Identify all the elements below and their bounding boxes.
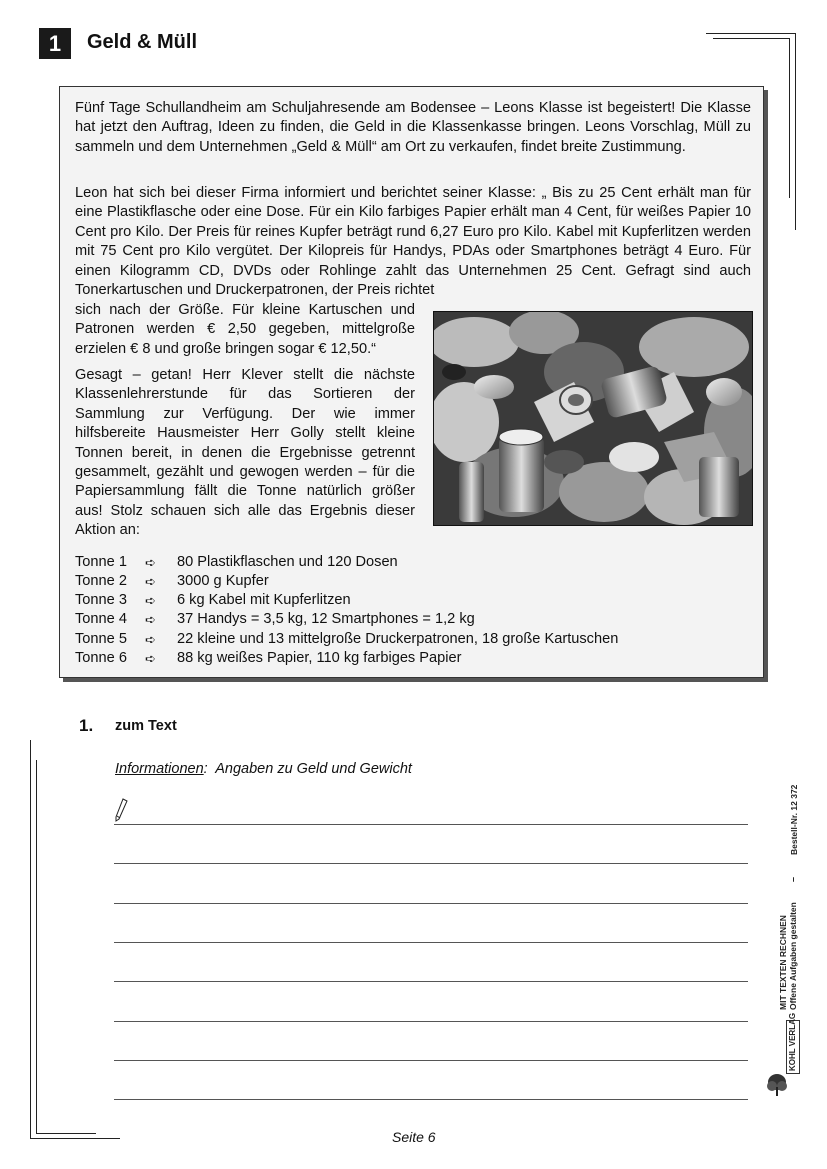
- story-paragraph-1: Fünf Tage Schullandheim am Schuljahresende am Bodensee – Leons Klasse ist begeistert! Die Klasse hat jetzt den Auftrag, Ideen zu finden, die Geld in die Klassenkasse bringen. Leons Vorschlag, Müll zu sammeln und dem Unternehmen „Geld & Müll“ am Ort zu verkaufen, findet breite Zustimmung.: [75, 100, 751, 155]
- series-title: [778, 850, 798, 1010]
- writing-line[interactable]: [114, 1021, 748, 1022]
- arrow-right-icon: ➪: [145, 632, 156, 647]
- tonne-label: Tonne 4: [75, 611, 127, 627]
- writing-line[interactable]: [114, 1099, 748, 1100]
- series-line-1: MIT TEXTEN RECHNEN: [778, 915, 788, 1010]
- tonne-content: 3000 g Kupfer: [177, 573, 269, 589]
- task-number: 1.: [79, 716, 94, 735]
- tonne-content: 88 kg weißes Papier, 110 kg farbiges Papier: [177, 650, 462, 666]
- writing-line[interactable]: [114, 863, 748, 864]
- chapter-number-badge: 1: [39, 28, 71, 59]
- tonne-content: 37 Handys = 3,5 kg, 12 Smartphones = 1,2 kg: [177, 611, 475, 627]
- corner-line: [36, 1133, 96, 1134]
- side-dash: –: [788, 876, 798, 882]
- writing-line[interactable]: [114, 824, 748, 825]
- publisher-logo: KOHL VERLAG: [788, 1012, 797, 1071]
- story-paragraph-3: Gesagt – getan! Herr Klever stellt die nächste Klassenlehrerstunde für das Sortieren der Sammlung zur Verfügung. Der wie immer hilfsbereite Hausmeister Herr Golly stellt kleine Tonnen bereit, in denen die Ergebnisse getrennt gesammelt, gezählt und gewogen werden – für die Papiersammlung fällt die Tonne natürlich größer aus! Stolz schauen sich alle das Ergebnis dieser Aktion an:: [75, 367, 415, 539]
- info-separator: :: [203, 761, 208, 777]
- pencil-icon: [114, 798, 128, 827]
- corner-line: [30, 1138, 120, 1139]
- page-number: Seite 6: [392, 1129, 436, 1145]
- tonne-label: Tonne 2: [75, 573, 127, 589]
- info-line: [115, 761, 412, 777]
- arrow-right-icon: ➪: [145, 574, 156, 589]
- info-label: Informationen: [115, 761, 204, 777]
- writing-line[interactable]: [114, 942, 748, 943]
- tonne-content: 22 kleine und 13 mittelgroße Druckerpatronen, 18 große Kartuschen: [177, 631, 619, 647]
- tonne-label: Tonne 5: [75, 631, 127, 647]
- waste-photo: [433, 311, 753, 526]
- writing-line[interactable]: [114, 903, 748, 904]
- corner-line: [30, 740, 31, 1138]
- tree-logo-icon: [766, 1072, 788, 1103]
- info-text: Angaben zu Geld und Gewicht: [215, 761, 412, 777]
- story-paragraph-2-continued: sich nach der Größe. Für kleine Kartuschen und Patronen werden € 2,50 gegeben, mittelgroße erzielen € 8 und große bringen sogar € 12,50.“: [75, 302, 415, 357]
- story-paragraph-2: Leon hat sich bei dieser Firma informiert und berichtet seiner Klasse: „ Bis zu 25 Cent erhält man für eine Plastikflasche oder eine Dose. Für ein Kilo farbiges Papier erhält man 4 Cent, für weißes Papier 10 Cent pro Kilo. Der Preis für reines Kupfer beträgt rund 6,27 Euro pro Kilo. Kabel mit Kupferlitzen werden mit 75 Cent pro Kilo vergütet. Der Kilopreis für Handys, PDAs oder Smartphones beträgt 4 Euro. Für einen Kilogramm CD, DVDs oder Rohlinge zahlt das Unternehmen 25 Cent. Gefragt sind auch Tonerkartuschen und Druckerpatronen, der Preis richtet: [75, 185, 751, 299]
- corner-line: [795, 33, 796, 230]
- tonne-content: 6 kg Kabel mit Kupferlitzen: [177, 592, 351, 608]
- tonne-content: 80 Plastikflaschen und 120 Dosen: [177, 554, 398, 570]
- order-number: Bestell-Nr. 12 372: [789, 784, 799, 855]
- tonne-label: Tonne 1: [75, 554, 127, 570]
- task-title: zum Text: [115, 718, 177, 734]
- arrow-right-icon: ➪: [145, 651, 156, 666]
- tonne-label: Tonne 3: [75, 592, 127, 608]
- arrow-right-icon: ➪: [145, 593, 156, 608]
- arrow-right-icon: ➪: [145, 555, 156, 570]
- tonne-label: Tonne 6: [75, 650, 127, 666]
- corner-line: [713, 38, 789, 39]
- writing-line[interactable]: [114, 981, 748, 982]
- series-line-2: Offene Aufgaben gestalten: [788, 902, 798, 1010]
- waste-photo-illustration: [434, 312, 752, 525]
- corner-line: [706, 33, 795, 34]
- arrow-right-icon: ➪: [145, 612, 156, 627]
- chapter-title: Geld & Müll: [87, 31, 197, 53]
- writing-line[interactable]: [114, 1060, 748, 1061]
- corner-line: [36, 760, 37, 1133]
- corner-line: [789, 38, 790, 198]
